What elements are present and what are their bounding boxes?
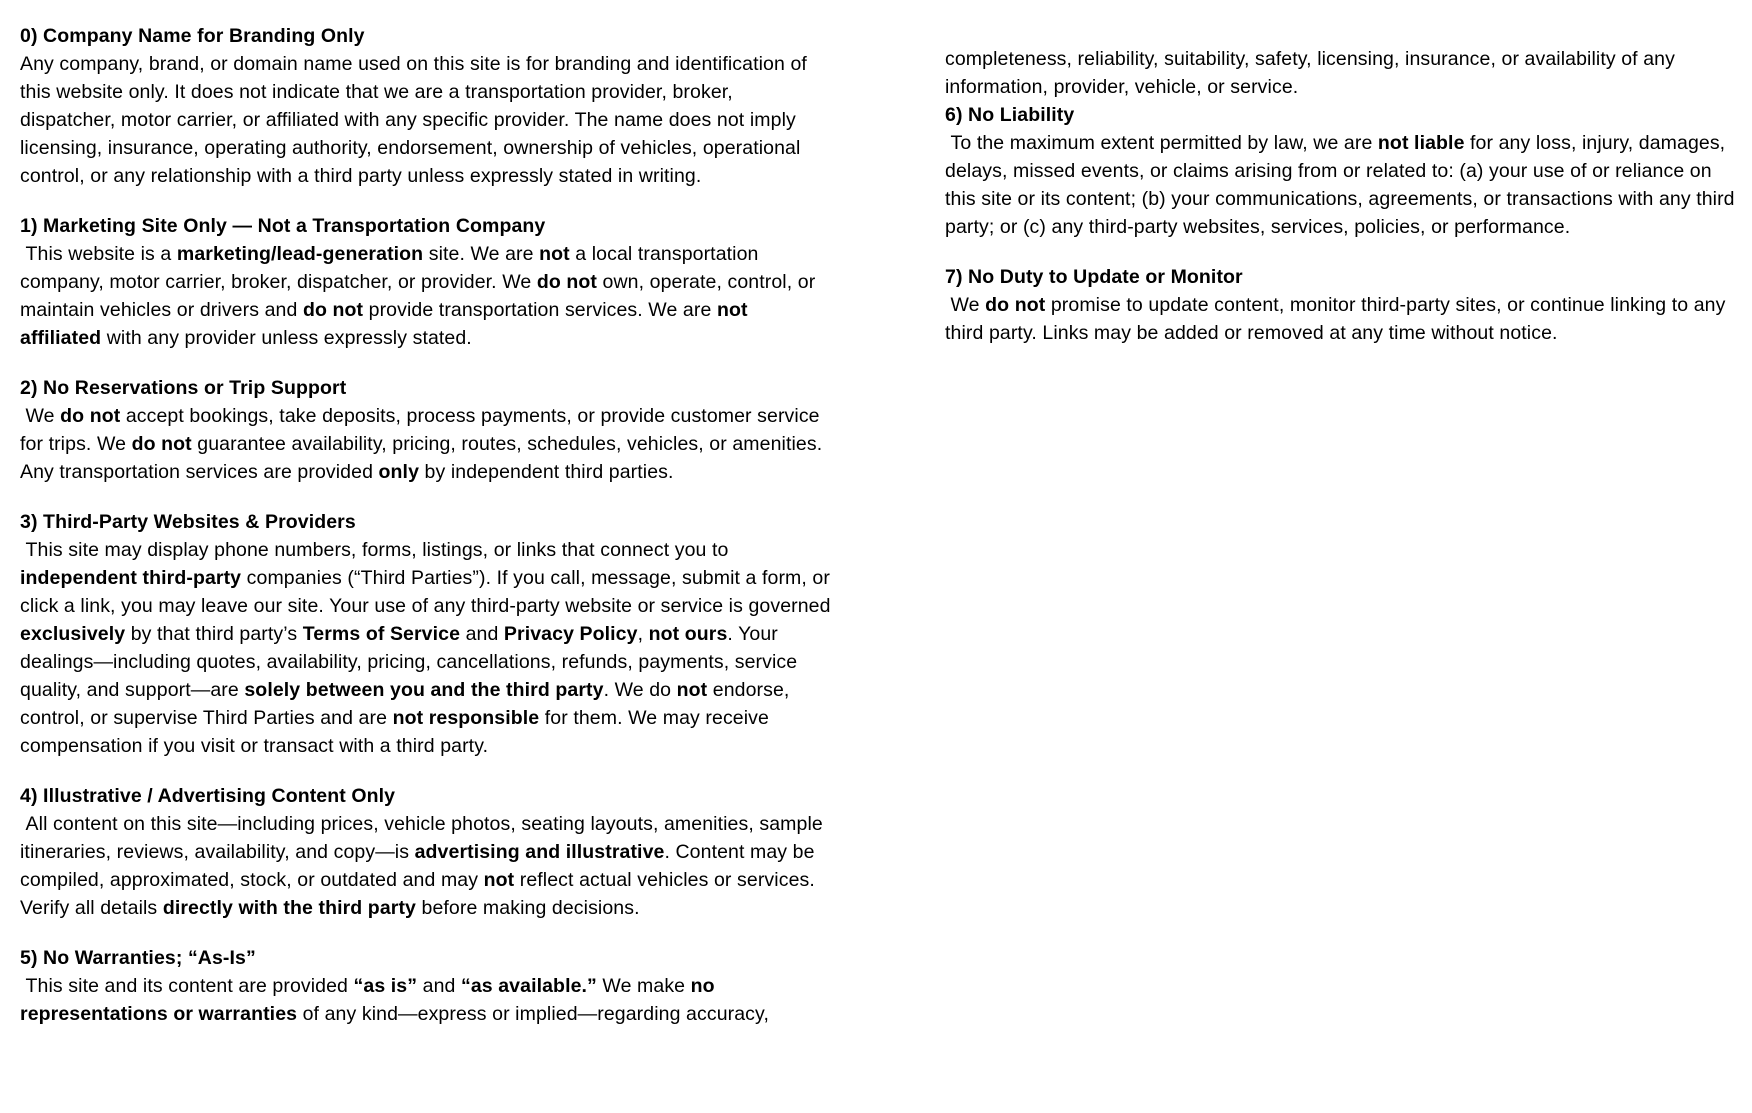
left-column (20, 22, 837, 1028)
section-paragraph-no-warranties: This site and its content are provided “as is” and “as available.” We make no representations or warranties of any kind—express or implied—regarding accuracy, (20, 975, 769, 1025)
section-marketing-site-only (20, 212, 832, 352)
section-no-duty-to-update (945, 263, 1740, 347)
section-paragraph-no-reservations: We do not accept bookings, take deposits, process payments, or provide customer service for trips. We do not guarantee availability, pricing, routes, schedules, vehicles, or amenities. Any transportation services are provided only by independent third parties. (20, 405, 827, 483)
section-paragraph-no-warranties-continued: completeness, reliability, suitability, safety, licensing, insurance, or availability of any information, provider, vehicle, or service. (945, 48, 1681, 98)
section-no-liability (945, 101, 1740, 241)
section-heading-third-party: 3) Third-Party Websites & Providers (20, 511, 356, 533)
section-paragraph-marketing-site: This website is a marketing/lead-generation site. We are not a local transportation company, motor carrier, broker, dispatcher, or provider. We do not own, operate, control, or maintain vehicles or drivers and do not provide transportation services. We are not affiliated with any provider unless expressly stated. (20, 243, 821, 349)
section-heading-marketing-site: 1) Marketing Site Only — Not a Transportation Company (20, 215, 546, 237)
section-heading-company-name: 0) Company Name for Branding Only (20, 25, 365, 47)
section-no-reservations (20, 374, 832, 486)
right-column (945, 22, 1740, 347)
section-heading-no-reservations: 2) No Reservations or Trip Support (20, 377, 347, 399)
section-company-name-branding (20, 22, 832, 190)
section-paragraph-third-party: This site may display phone numbers, forms, listings, or links that connect you to independent third-party companies (“Third Parties”). If you call, message, submit a form, or click a link, you may leave our site. Your use of any third-party website or service is governed exclusively by that third party’s Terms of Service and Privacy Policy, not ours. Your dealings—including quotes, availability, pricing, cancellations, refunds, payments, service quality, and support—are solely between you and the third party. We do not endorse, control, or supervise Third Parties and are not responsible for them. We may receive compensation if you visit or transact with a third party. (20, 539, 837, 757)
section-heading-no-liability: 6) No Liability (945, 104, 1075, 126)
section-paragraph-no-liability: To the maximum extent permitted by law, we are not liable for any loss, injury, damages, delays, missed events, or claims arising from or related to: (a) your use of or reliance on this site or its content; (b) your communications, agreements, or transactions with any third party; or (c) any third-party websites, services, policies, or performance. (945, 132, 1741, 238)
section-no-warranties (20, 944, 832, 1028)
section-heading-no-warranties: 5) No Warranties; “As-Is” (20, 947, 256, 969)
section-illustrative-content (20, 782, 832, 922)
section-paragraph-illustrative: All content on this site—including prices, vehicle photos, seating layouts, amenities, sample itineraries, reviews, availability, and copy—is advertising and illustrative. Content may be compiled, approximated, stock, or outdated and may not reflect actual vehicles or services. Verify all details directly with the third party before making decisions. (20, 813, 829, 919)
section-paragraph-no-duty: We do not promise to update content, monitor third-party sites, or continue linking to any third party. Links may be added or removed at any time without notice. (945, 294, 1731, 344)
section-third-party-websites (20, 508, 837, 760)
section-heading-illustrative: 4) Illustrative / Advertising Content Only (20, 785, 396, 807)
section-paragraph-company-name: Any company, brand, or domain name used on this site is for branding and identification of this website only. It does not indicate that we are a transportation provider, broker, dispatcher, motor carrier, or affiliated with any specific provider. The name does not imply licensing, insurance, operating authority, endorsement, ownership of vehicles, operational control, or any relationship with a third party unless expressly stated in writing. (20, 53, 813, 187)
section-heading-no-duty: 7) No Duty to Update or Monitor (945, 266, 1243, 288)
